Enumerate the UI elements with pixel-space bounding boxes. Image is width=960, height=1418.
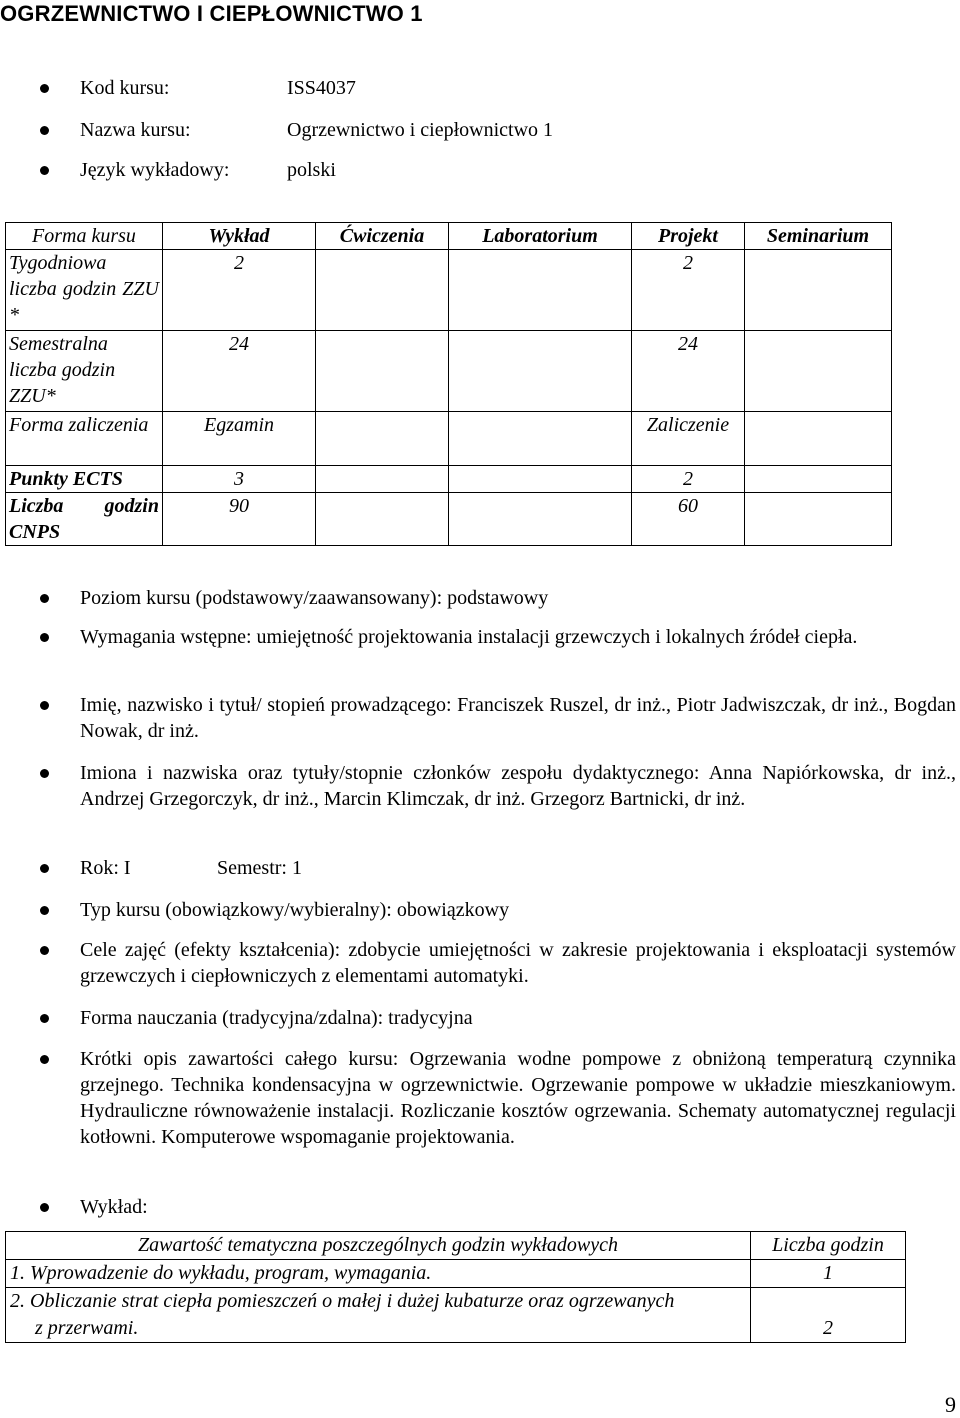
table-cell: [745, 250, 892, 331]
table-cell: [449, 466, 632, 493]
course-description: Krótki opis zawartości całego kursu: Ogrzewania wodne pompowe z obniżoną temperaturą czynnika grzejnego. Technika kondensacyjna w ogrzewnictwie. Ogrzewanie pompowe w układzie mieszkaniowym. Hydrauliczne równoważenie instalacji. Rozliczanie kosztów ogrzewania. Schematy automatycznej regulacji kotłowni. Komputerowe wspomaganie projektowania.: [80, 1048, 956, 1148]
table-cell: 2: [632, 466, 745, 493]
course-code-value: ISS4037: [287, 77, 356, 99]
table-cell: [316, 493, 449, 546]
bullet: [40, 701, 49, 710]
table-cell: Zaliczenie: [632, 412, 745, 466]
lecture-topic: 1. Wprowadzenie do wykładu, program, wymagania.: [6, 1260, 751, 1288]
header-cell: Ćwiczenia: [316, 223, 449, 250]
course-name-value: Ogrzewnictwo i ciepłownictwo 1: [287, 119, 554, 141]
table-row: [6, 331, 892, 412]
table-cell: [316, 412, 449, 466]
table-cell: Egzamin: [163, 412, 316, 466]
bullet: [40, 166, 49, 175]
table-cell: [449, 250, 632, 331]
course-goals: Cele zajęć (efekty kształcenia): zdobycie umiejętności w zakresie projektowania i eksploatacji systemów grzewczych i ciepłowniczych z elementami automatyki.: [80, 939, 956, 987]
bullet: [40, 1055, 49, 1064]
header-cell: Wykład: [163, 223, 316, 250]
table-row: [6, 1288, 906, 1343]
table-cell: 2: [163, 250, 316, 331]
bullet: [40, 594, 49, 603]
language-label: Język wykładowy:: [80, 159, 230, 181]
lecture-topic-text: 2. Obliczanie strat ciepła pomieszczeń o małej i dużej kubaturze oraz ogrzewanych z przerwami.: [10, 1290, 675, 1339]
table-row: [6, 412, 892, 466]
table-cell: 2: [632, 250, 745, 331]
semester: Semestr: 1: [217, 857, 302, 879]
table-cell: 24: [163, 331, 316, 412]
table-row: [6, 493, 892, 546]
bullet: [40, 946, 49, 955]
table-cell: 60: [632, 493, 745, 546]
lecture-hours: 1: [751, 1260, 906, 1288]
page-title: OGRZEWNICTWO I CIEPŁOWNICTWO 1: [0, 1, 423, 26]
instructor: Imię, nazwisko i tytuł/ stopień prowadzącego: Franciszek Ruszel, dr inż., Piotr Jadwiszczak, dr inż., Bogdan Nowak, dr inż.: [80, 694, 956, 742]
row-label: Punkty ECTS: [6, 466, 163, 493]
course-type: Typ kursu (obowiązkowy/wybieralny): obowiązkowy: [80, 899, 510, 921]
bullet: [40, 864, 49, 873]
table-cell: [745, 493, 892, 546]
header-cell: Seminarium: [745, 223, 892, 250]
table-cell: [316, 250, 449, 331]
table-cell: [745, 331, 892, 412]
table-cell: 3: [163, 466, 316, 493]
page-number: 9: [945, 1392, 956, 1417]
table-row: [6, 466, 892, 493]
course-level: Poziom kursu (podstawowy/zaawansowany): podstawowy: [80, 587, 549, 609]
bullet: [40, 633, 49, 642]
table-cell: [449, 331, 632, 412]
year: Rok: I: [80, 857, 131, 879]
table-cell: [316, 466, 449, 493]
teaching-team: Imiona i nazwiska oraz tytuły/stopnie członków zespołu dydaktycznego: Anna Napiórkowska, dr inż., Andrzej Grzegorczyk, dr inż., Marcin Klimczak, dr inż. Grzegorz Bartnicki, dr inż.: [80, 762, 956, 810]
bullet: [40, 769, 49, 778]
header-cell: Projekt: [632, 223, 745, 250]
header-cell: Zawartość tematyczna poszczególnych godzin wykładowych: [6, 1232, 751, 1260]
header-cell: Forma kursu: [6, 223, 163, 250]
bullet: [40, 906, 49, 915]
header-cell: Laboratorium: [449, 223, 632, 250]
prerequisites: Wymagania wstępne: umiejętność projektowania instalacji grzewczych i lokalnych źródeł ciepła.: [80, 626, 858, 648]
table-cell: 90: [163, 493, 316, 546]
table-header-row: [6, 1232, 906, 1260]
table-cell: [745, 412, 892, 466]
lecture-table: [5, 1231, 906, 1343]
table-cell: 24: [632, 331, 745, 412]
table-cell: [449, 412, 632, 466]
lecture-heading: Wykład:: [80, 1196, 148, 1218]
lecture-topic: [6, 1288, 751, 1343]
course-form-table: [5, 222, 892, 546]
bullet: [40, 84, 49, 93]
bullet: [40, 1014, 49, 1023]
course-name-label: Nazwa kursu:: [80, 119, 191, 141]
row-label: Tygodniowa liczba godzin ZZU *: [6, 250, 163, 331]
bullet: [40, 126, 49, 135]
table-cell: [449, 493, 632, 546]
lecture-hours: 2: [751, 1288, 906, 1343]
language-value: polski: [287, 159, 336, 181]
table-cell: [316, 331, 449, 412]
row-label: Forma zaliczenia: [6, 412, 163, 466]
header-cell: Liczba godzin: [751, 1232, 906, 1260]
table-row: [6, 1260, 906, 1288]
bullet: [40, 1203, 49, 1212]
course-code-label: Kod kursu:: [80, 77, 170, 99]
teaching-form: Forma nauczania (tradycyjna/zdalna): tradycyjna: [80, 1007, 473, 1029]
table-header-row: [6, 223, 892, 250]
table-cell: [745, 466, 892, 493]
row-label: Semestralna liczba godzin ZZU*: [6, 331, 163, 412]
table-row: [6, 250, 892, 331]
row-label: Liczba godzin CNPS: [6, 493, 163, 546]
